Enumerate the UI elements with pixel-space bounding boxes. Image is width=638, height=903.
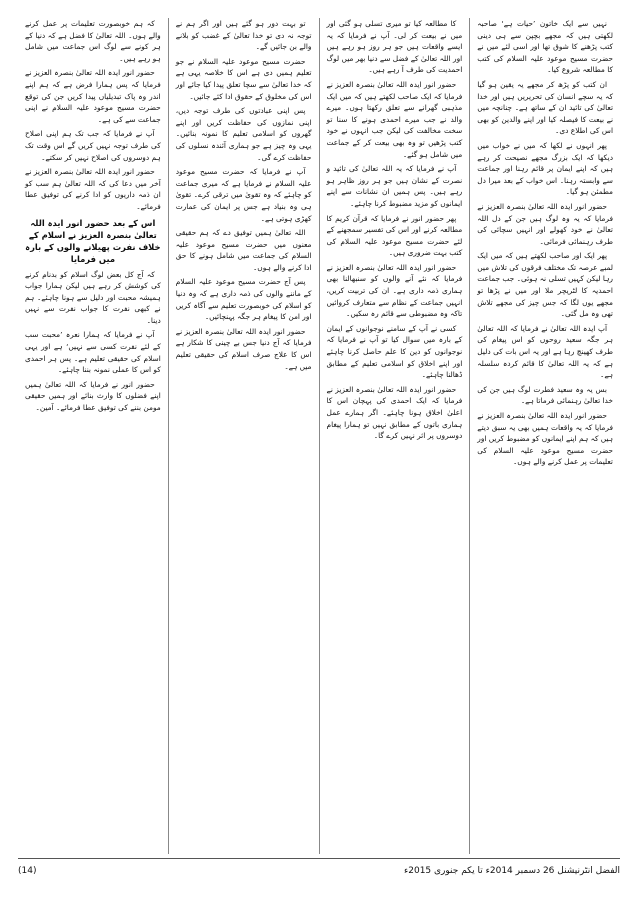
paragraph: پھر انہوں نے لکھا کہ میں نے خواب میں دیکھا کہ ایک بزرگ مجھے نصیحت کر رہے ہیں کہ اپنے ایمان پر قائم رہنا اور جماعت سے وابستہ رہنا۔ اس خواب کے بعد میرا دل مطمئن ہو گیا۔: [477, 140, 613, 197]
paragraph: بس یہ وہ سعید فطرت لوگ ہیں جن کی خدا تعالیٰ رہنمائی فرماتا ہے۔: [477, 384, 613, 406]
paragraph: حضور انور ایدہ اللہ تعالیٰ بنصرہ العزیز نے آخر میں دعا کی کہ اللہ تعالیٰ ہم سب کو ان ذمہ داریوں کو ادا کرنے کی توفیق عطا فرمائے۔: [25, 167, 161, 211]
column-1: [470, 18, 620, 854]
paragraph: حضور انور نے فرمایا کہ اللہ تعالیٰ ہمیں اپنے فضلوں کا وارث بنائے اور ہمیں حقیقی مومن بننے کی توفیق عطا فرمائے۔ آمین۔: [25, 379, 161, 413]
paragraph: حضرت مسیح موعود علیہ السلام نے جو تعلیم ہمیں دی ہے اس کا خلاصہ یہی ہے کہ خدا تعالیٰ سے سچا تعلق پیدا کیا جائے اور اس کی مخلوق کے حقوق ادا کئے جائیں۔: [175, 56, 312, 101]
paragraph: آپ ایدہ اللہ تعالیٰ نے فرمایا کہ اللہ تعالیٰ ہر جگہ سعید روحوں کو اس پیغام کی طرف کھینچ رہا ہے اور یہ اس بات کی دلیل ہے کہ یہ اللہ تعالیٰ کا قائم کردہ سلسلہ ہے۔: [477, 323, 613, 380]
page-footer: [18, 858, 620, 878]
paragraph: اللہ تعالیٰ ہمیں توفیق دے کہ ہم حقیقی معنوں میں حضرت مسیح موعود علیہ السلام کی جماعت میں شامل ہونے کا حق ادا کرنے والے ہوں۔: [175, 228, 312, 272]
paragraph: تو بہت دور ہو گئے ہیں اور اگر ہم نے توجہ نہ دی تو خدا تعالیٰ کے غضب کو بلانے والے بن جائیں گے۔: [175, 19, 312, 52]
text-columns: [18, 18, 620, 854]
paragraph: آپ نے فرمایا کہ جب تک ہم اپنی اصلاح کی طرف توجہ نہیں کریں گے اس وقت تک ہم دوسروں کی اصلاح نہیں کر سکتے۔: [25, 129, 161, 162]
paragraph: حضور انور ایدہ اللہ تعالیٰ بنصرہ العزیز نے فرمایا کہ یہ وہ لوگ ہیں جن کے دل اللہ تعالیٰ نے خود کھولے اور انہیں سچائی کی طرف رہنمائی فرمائی۔: [477, 201, 613, 246]
paragraph: کہ ہم خوبصورت تعلیمات پر عمل کرنے والے ہوں۔ اللہ تعالیٰ کا فضل ہے کہ دنیا کے ہر کونے سے لوگ اس جماعت میں شامل ہو رہے ہیں۔: [25, 19, 161, 63]
paragraph: کسی نے آپ کے سامنے نوجوانوں کے ایمان کے بارہ میں سوال کیا تو آپ نے فرمایا کہ نوجوانوں کو دین کا علم حاصل کرنا چاہئے اور اپنے اخلاق کو اسلامی تعلیم کے مطابق ڈھالنا چاہئے۔: [326, 323, 463, 380]
paragraph: نہیں سے ایک خاتون ’حیات ہے‘ صاحبہ لکھتی ہیں کہ مجھے بچپن سے ہی دینی کتب پڑھنے کا شوق تھا اور اسی لئے میں نے حضرت مسیح موعود علیہ السلام کی کتب کا مطالعہ شروع کیا۔: [477, 19, 613, 75]
paragraph: آپ نے فرمایا کہ یہ اللہ تعالیٰ کی تائید و نصرت کے نشان ہیں جو ہر روز ظاہر ہو رہے ہیں۔ پس ہمیں ان نشانات سے اپنے ایمانوں کو مزید مضبوط کرنا چاہئے۔: [326, 164, 463, 208]
paragraph: حضور انور ایدہ اللہ تعالیٰ بنصرہ العزیز نے فرمایا کہ ایک احمدی کی پہچان اس کا اعلیٰ اخلاق ہونا چاہئے۔ اگر ہمارے عمل ہماری باتوں کے مطابق نہیں تو ہمارا پیغام دوسروں پر اثر نہیں کرے گا۔: [326, 384, 463, 441]
paragraph: حضور انور ایدہ اللہ تعالیٰ بنصرہ العزیز نے فرمایا کہ پس ہمارا فرض ہے کہ ہم اپنے اندر وہ پاک تبدیلیاں پیدا کریں جن کی توقع حضرت مسیح موعود علیہ السلام نے اپنی جماعت سے کی ہے۔: [25, 68, 161, 124]
column-3: [169, 18, 320, 854]
paragraph: کہ آج کل بعض لوگ اسلام کو بدنام کرنے کی کوشش کر رہے ہیں لیکن ہمارا جواب ہمیشہ محبت اور دلیل سے ہونا چاہئے۔ ہم نے کبھی نفرت کا جواب نفرت سے نہیں دینا۔: [25, 269, 161, 325]
paragraph: پس اپنی عبادتوں کی طرف توجہ دیں، اپنی نمازوں کی حفاظت کریں اور اپنے گھروں کو اسلامی تعلیم کا نمونہ بنائیں۔ یہی وہ چیز ہے جو ہماری آئندہ نسلوں کی حفاظت کرے گی۔: [175, 106, 312, 162]
section-heading: اس کے بعد حضور انور ایدہ اللہ تعالیٰ بنصرہ العزیز نے اسلام کے خلاف نفرت پھیلانے والوں کے بارہ میں فرمایا: [25, 217, 161, 264]
paragraph: آپ نے فرمایا کہ ہمارا نعرہ ’محبت سب کے لئے نفرت کسی سے نہیں‘ ہے اور یہی اسلام کی حقیقی تعلیم ہے۔ پس ہر احمدی کو اس کا عملی نمونہ بننا چاہئے۔: [25, 330, 161, 375]
paragraph: پھر حضور انور نے فرمایا کہ قرآن کریم کا مطالعہ کرنے اور اس کی تفسیر سمجھنے کے لئے حضرت مسیح موعود علیہ السلام کی کتب بہت ضروری ہیں۔: [326, 213, 463, 258]
paragraph: پس آج حضرت مسیح موعود علیہ السلام کے ماننے والوں کی ذمہ داری ہے کہ وہ دنیا کو اسلام کی خوبصورت تعلیم سے آگاہ کریں اور امن کا پیغام ہر جگہ پہنچائیں۔: [175, 277, 312, 322]
paragraph: آپ نے فرمایا کہ حضرت مسیح موعود علیہ السلام نے فرمایا ہے کہ میری جماعت کو چاہئے کہ وہ تقویٰ میں ترقی کرے۔ تقویٰ ہی وہ بنیاد ہے جس پر ایمان کی عمارت کھڑی ہوتی ہے۔: [175, 167, 312, 223]
paragraph: حضور انور ایدہ اللہ تعالیٰ بنصرہ العزیز نے فرمایا کہ یہ واقعات ہمیں بھی یہ سبق دیتے ہیں کہ ہم اپنے ایمانوں کو مضبوط کریں اور حضرت مسیح موعود علیہ السلام کی تعلیمات پر عمل کرنے والے ہوں۔: [477, 411, 613, 467]
paragraph: کا مطالعہ کیا تو میری تسلی ہو گئی اور میں نے بیعت کر لی۔ آپ نے فرمایا کہ یہ ایسے واقعات ہیں جو ہر روز ہو رہے ہیں اور اللہ تعالیٰ کے فضل سے دنیا بھر میں لوگ احمدیت کی طرف آ رہے ہیں۔: [326, 19, 463, 75]
column-2: [320, 18, 471, 854]
paragraph: پھر ایک اور صاحب لکھتے ہیں کہ میں ایک لمبے عرصہ تک مختلف فرقوں کی تلاش میں رہا لیکن کہیں تسلی نہ ہوئی۔ جب جماعت احمدیہ کا لٹریچر ملا اور میں نے پڑھا تو مجھے یوں لگا کہ جس چیز کی مجھے تلاش تھی وہ مل گئی۔: [477, 251, 613, 319]
paragraph: ان کتب کو پڑھ کر مجھے یہ یقین ہو گیا کہ یہ سچے انسان کی تحریریں ہیں اور خدا تعالیٰ کی تائید ان کے ساتھ ہے۔ چنانچہ میں نے بیعت کا فیصلہ کیا اور اپنے والدین کو بھی اس کی اطلاع دی۔: [477, 79, 613, 136]
paragraph: حضور انور ایدہ اللہ تعالیٰ بنصرہ العزیز نے فرمایا کہ ایک صاحب لکھتے ہیں کہ میں ایک مذہبی گھرانے سے تعلق رکھتا ہوں۔ میرے والد نے جب میرے احمدی ہونے کا سنا تو سخت مخالفت کی لیکن جب انہوں نے خود کتب پڑھیں تو وہ بھی بیعت کر کے جماعت میں شامل ہو گئے۔: [326, 79, 463, 159]
issue-info: الفضل انٹرنیشنل 26 دسمبر 2014ء تا یکم جنوری 2015ء: [404, 866, 620, 876]
paragraph: حضور انور ایدہ اللہ تعالیٰ بنصرہ العزیز نے فرمایا کہ نئے آنے والوں کو سنبھالنا بھی ہماری ذمہ داری ہے۔ ان کی تربیت کریں، انہیں جماعت کے نظام سے متعارف کروائیں تاکہ وہ مضبوطی سے قائم رہ سکیں۔: [326, 262, 463, 319]
column-4: [18, 18, 169, 854]
page-number: (14): [18, 866, 37, 876]
paragraph: حضور انور ایدہ اللہ تعالیٰ بنصرہ العزیز نے فرمایا کہ آج دنیا جس بے چینی کا شکار ہے اس کا علاج صرف اسلام کی حقیقی تعلیم میں ہے۔: [175, 326, 312, 371]
